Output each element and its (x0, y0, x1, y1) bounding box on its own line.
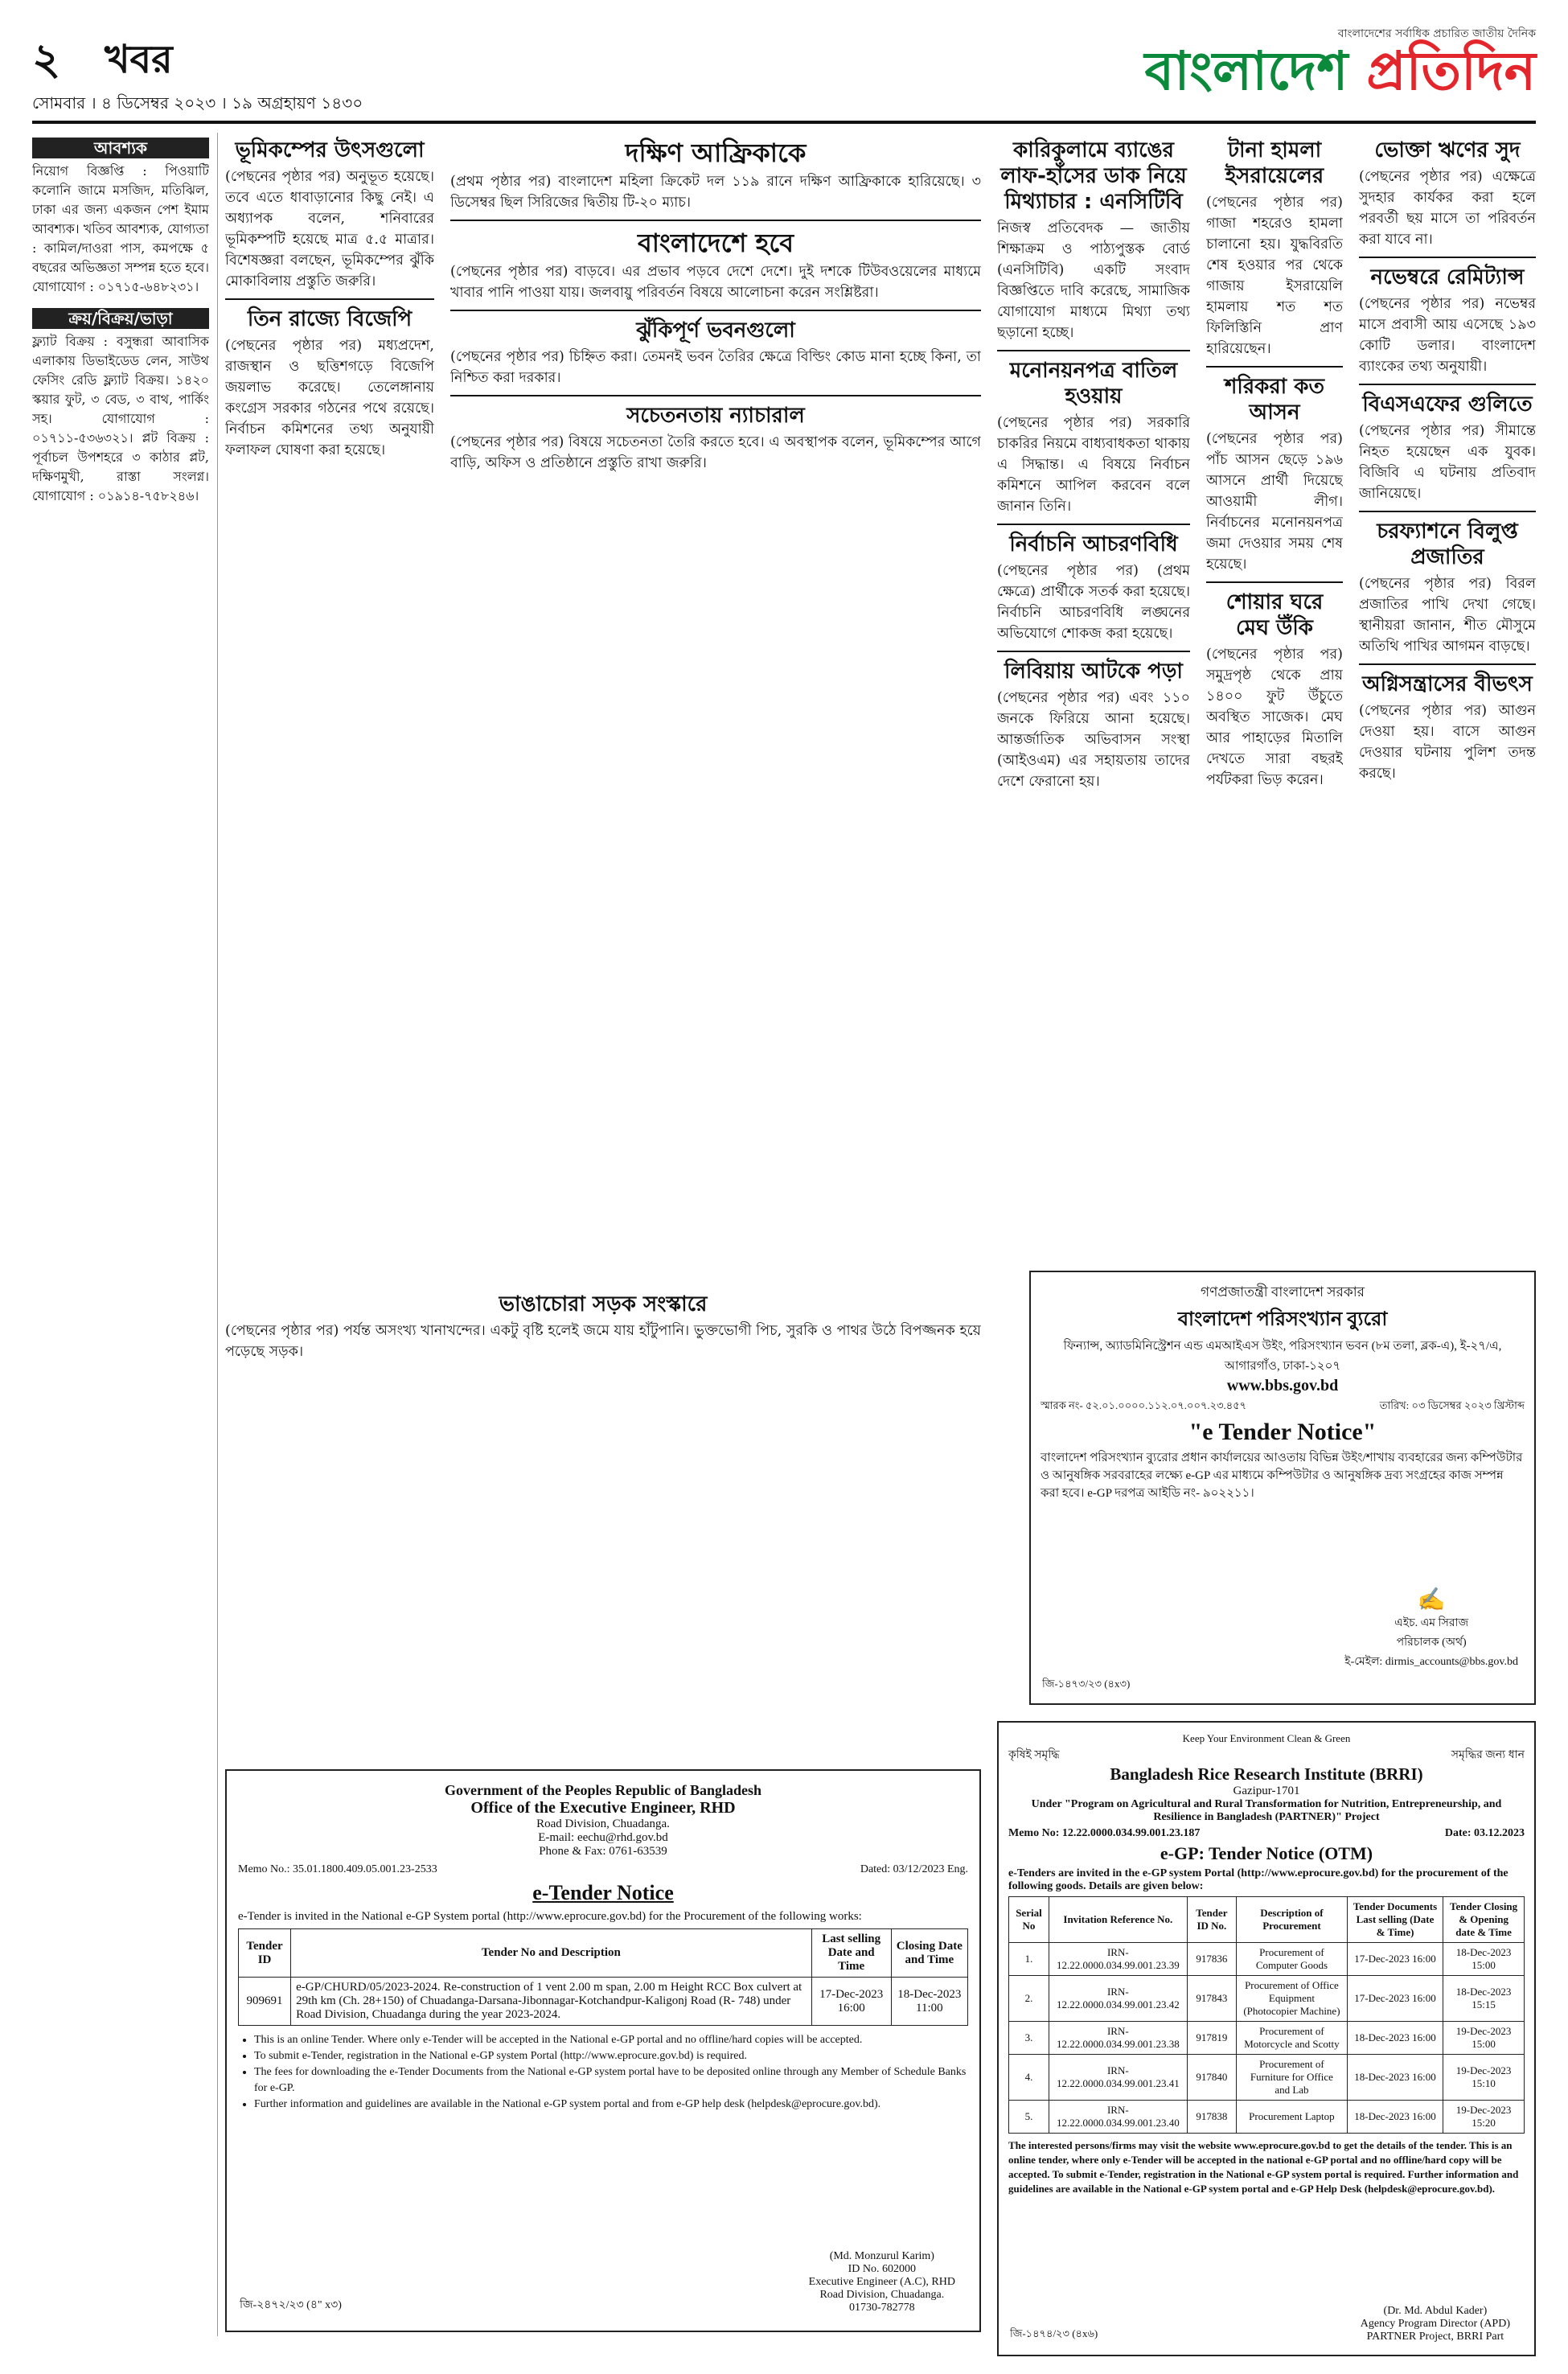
article-body: (পেছনের পৃষ্ঠার পর) বিষয়ে সচেতনতা তৈরি করতে হবে। এ অবস্থাপক বলেন, ভূমিকম্পের আগে বাড়ি, অফিস ও প্রতিষ্ঠানে প্রস্তুতি রাখা জরুরি। (450, 434, 981, 471)
article-body: নিজস্ব প্রতিবেদক — জাতীয় শিক্ষাক্রম ও পাঠ্যপুস্তক বোর্ড (এনসিটিবি) একটি সংবাদ বিজ্ঞপ্তিতে দাবি করেছে, সামাজিক যোগাযোগ মাধ্যমে মিথ্যা তথ্য ছড়ানো হচ্ছে। (997, 220, 1190, 341)
classified-column (32, 133, 209, 2336)
notice-signer: (Md. Monzurul Karim) (829, 2250, 934, 2262)
page-header (32, 24, 1536, 121)
header-rule (32, 121, 1536, 124)
classified-heading-2: ক্রয়/বিক্রয়/ভাড়া (32, 308, 209, 329)
table-cell: IRN-12.22.0000.034.99.001.23.40 (1049, 2101, 1187, 2134)
notice-email: E-mail: eechu@rhd.gov.bd (538, 1831, 668, 1844)
article-separator (997, 651, 1190, 652)
masthead-logo (1144, 24, 1536, 102)
article-body: (পেছনের পৃষ্ঠার পর) আগুন দেওয়া হয়। বাসে আগুন দেওয়ার ঘটনায় পুলিশ তদন্ত করছে। (1359, 703, 1536, 782)
table-cell: 3. (1009, 2022, 1049, 2055)
article-body: (পেছনের পৃষ্ঠার পর) চিহ্নিত করা। তেমনই ভবন তৈরির ক্ষেত্রে বিল্ডিং কোড মানা হচ্ছে কিনা, তা নিশ্চিত করা দরকার। (450, 349, 981, 386)
notice-intro: e-Tender is invited in the National e-GP System portal (http://www.eprocure.gov.bd) for the Procurement of the following works: (238, 1910, 862, 1923)
notice-under: Under "Program on Agricultural and Rural Transformation for Nutrition, Entrepreneurship, and Resilience in Bangladesh (PARTNER)" Project (1031, 1798, 1502, 1823)
table-row (239, 1978, 968, 2026)
logo-part2: প্রতিদিন (1366, 40, 1536, 102)
table-header: Serial No (1009, 1897, 1049, 1943)
article-body: (প্রথম পৃষ্ঠার পর) বাংলাদেশ মহিলা ক্রিকেট দল ১১৯ রানে দক্ষিণ আফ্রিকাকে হারিয়েছে। ৩ ডিসেম্বর ছিল সিরিজের দ্বিতীয় টি-২০ ম্যাচ। (450, 174, 981, 211)
notice-org: বাংলাদেশ পরিসংখ্যান ব্যুরো (1177, 1309, 1388, 1330)
notice-address: Gazipur-1701 (1233, 1785, 1300, 1797)
table-cell: Procurement of Motorcycle and Scotty (1237, 2022, 1348, 2055)
notice-org: Bangladesh Rice Research Institute (BRRI) (1110, 1764, 1423, 1784)
article-separator (997, 524, 1190, 525)
news-column-6 (1206, 133, 1343, 1403)
table-cell: 5. (1009, 2101, 1049, 2134)
notice-address: Road Division, Chuadanga. (536, 1817, 670, 1830)
table-header-row (1009, 1897, 1525, 1943)
notice-note: • This is an online Tender. Where only e-Tender will be accepted in the National e-GP portal and no offline/hard copies will be accepted. (254, 2032, 968, 2048)
notice-title: e-Tender Notice (532, 1881, 674, 1904)
article-title: অগ্নিসন্ত্রাসের বীভৎস (1362, 672, 1533, 696)
table-header: Last selling Date and Time (811, 1929, 891, 1978)
article-separator (1359, 663, 1536, 665)
article-separator (1359, 511, 1536, 512)
table-cell: 4. (1009, 2055, 1049, 2101)
dateline: সোমবার । ৪ ডিসেম্বর ২০২৩ । ১৯ অগ্রহায়ণ ১৪৩০ (32, 93, 363, 113)
table-header: Description of Procurement (1237, 1897, 1348, 1943)
notice-signer: এইচ. এম সিরাজ (1394, 1617, 1469, 1629)
notice-title: e-GP: Tender Notice (OTM) (1160, 1843, 1373, 1863)
article-separator (1206, 581, 1343, 583)
article-body: (পেছনের পৃষ্ঠার পর) সমুদ্রপৃষ্ঠ থেকে প্রায় ১৪০০ ফুট উঁচুতে অবস্থিত সাজেক। মেঘ আর পাহাড়ের মিতালি দেখতে সারা বছরই পর্যটকরা ভিড় করেন। (1206, 647, 1343, 788)
table-cell: 1. (1009, 1943, 1049, 1976)
notice-date: Dated: 03/12/2023 Eng. (860, 1863, 968, 1875)
tender-table (238, 1928, 968, 2026)
article-title: টানা হামলা ইসরায়েলের (1225, 138, 1324, 188)
article-body: (পেছনের পৃষ্ঠার পর) (প্রথম ক্ষেত্রে) প্রার্থীকে সতর্ক করা হয়েছে। নির্বাচনি আচরণবিধি লঙ্ঘনের অভিযোগে শোকজ করা হয়েছে। (997, 563, 1190, 642)
article-title: বিএসএফের গুলিতে (1362, 392, 1533, 417)
notice-phone: Phone & Fax: 0761-63539 (539, 1845, 667, 1858)
section-title: খবর (105, 37, 173, 82)
article-separator (1359, 257, 1536, 258)
table-row (1009, 2022, 1525, 2055)
article-title: শোয়ার ঘরে মেঘ উঁকি (1225, 590, 1324, 640)
notice-code: জি-২৪৭২/২৩ (৪" x৩) (240, 2299, 342, 2311)
table-cell: Procurement of Furniture for Office and Lab (1237, 2055, 1348, 2101)
table-cell: 917836 (1187, 1943, 1236, 1976)
article-body: (পেছনের পৃষ্ঠার পর) অনুভূত হয়েছে। তবে এতে ধাবাড়ানোর কিছু নেই। এ অধ্যাপক বলেন, শনিবারের ভূমিকম্পটি হয়েছে মাত্র ৫.৫ মাত্রার। বিশেষজ্ঞরা বলছেন, ভূমিকম্পের ঝুঁকি মোকাবিলায় প্রস্তুতি জরুরি। (225, 169, 434, 290)
notice-note: • The fees for downloading the e-Tender Documents from the National e-GP system portal have to be deposited online through any Member of Schedule Banks for e-GP. (254, 2064, 968, 2097)
masthead-name (1144, 40, 1536, 102)
table-cell: 917840 (1187, 2055, 1236, 2101)
notice-date: Date: 03.12.2023 (1444, 1827, 1525, 1839)
article-body: (পেছনের পৃষ্ঠার পর) গাজা শহরেও হামলা চালানো হয়। যুদ্ধবিরতি শেষ হওয়ার পর থেকে গাজায় ইসরায়েলি হামলায় শত শত ফিলিস্তিনি প্রাণ হারিয়েছেন। (1206, 195, 1343, 357)
article-title: দক্ষিণ আফ্রিকাকে (625, 138, 807, 168)
masthead-tagline: বাংলাদেশের সর্বাধিক প্রচারিত জাতীয় দৈনিক (1337, 27, 1536, 40)
notice-memo: Memo No.: 35.01.1800.409.05.001.23-2533 (238, 1863, 437, 1875)
table-cell: Procurement of Computer Goods (1237, 1943, 1348, 1976)
notice-left-tag: কৃষিই সমৃদ্ধি (1008, 1749, 1060, 1761)
table-header: Tender ID No. (1187, 1897, 1236, 1943)
article-title: ঝুঁকিপূর্ণ ভবনগুলো (636, 318, 795, 343)
notice-signer-title: Agency Program Director (APD) (1360, 2318, 1510, 2330)
table-cell: 19-Dec-2023 15:00 (1443, 2022, 1525, 2055)
article-title: সচেতনতায় ন্যাচারাল (626, 404, 805, 428)
article-separator (450, 220, 981, 221)
table-cell: 19-Dec-2023 15:10 (1443, 2055, 1525, 2101)
article-body: (পেছনের পৃষ্ঠার পর) বিরল প্রজাতির পাখি দেখা গেছে। স্থানীয়রা জানান, শীত মৌসুমে অতিথি পাখির আগমন বাড়ছে। (1359, 576, 1536, 655)
table-cell: 917843 (1187, 1976, 1236, 2022)
notice-note: • To submit e-Tender, registration in the National e-GP system Portal (http://www.eprocure.gov.bd) is required. (254, 2048, 968, 2064)
notice-body: বাংলাদেশ পরিসংখ্যান ব্যুরোর প্রধান কার্যালয়ের আওতায় বিভিন্ন উইং/শাখায় ব্যবহারের জন্য কম্পিউটার ও আনুষঙ্গিক সরবরাহের লক্ষ্যে e-GP এর মাধ্যমে কম্পিউটার ও আনুষঙ্গিক দ্রব্য সংগ্রহের কাজ সম্পন্ন করা হবে। e-GP দরপত্র আইডি নং- ৯০২২১১। (1041, 1452, 1523, 1500)
table-cell: IRN-12.22.0000.034.99.001.23.39 (1049, 1943, 1187, 1976)
article-title: কারিকুলামে ব্যাঙের লাফ-হাঁসের ডাক নিয়ে মিথ্যাচার : এনসিটিবি (1000, 138, 1187, 214)
table-header: Closing Date and Time (891, 1929, 967, 1978)
notice-office: Office of the Executive Engineer, RHD (470, 1799, 736, 1817)
logo-part1: বাংলাদেশ (1144, 40, 1367, 102)
article-title: চরফ্যাশনে বিলুপ্ত প্রজাতির (1377, 520, 1518, 569)
article-separator (450, 310, 981, 311)
notice-email: ই-মেইল: dirmis_accounts@bbs.gov.bd (1344, 1656, 1518, 1668)
table-cell: 18-Dec-2023 16:00 (1347, 2101, 1443, 2134)
table-cell: 917819 (1187, 2022, 1236, 2055)
table-cell: 2. (1009, 1976, 1049, 2022)
article-separator (225, 298, 434, 300)
article-separator (1359, 384, 1536, 385)
article-body: (পেছনের পৃষ্ঠার পর) নভেম্বর মাসে প্রবাসী আয় এসেছে ১৯৩ কোটি ডলার। বাংলাদেশ ব্যাংকের তথ্য অনুযায়ী। (1359, 296, 1536, 375)
table-cell: IRN-12.22.0000.034.99.001.23.42 (1049, 1976, 1187, 2022)
article-separator (997, 350, 1190, 351)
article-body: (পেছনের পৃষ্ঠার পর) মধ্যপ্রদেশ, রাজস্থান ও ছত্তিশগড়ে বিজেপি জয়লাভ করেছে। তেলেঙ্গানায় কংগ্রেস সরকার গঠনের পথে রয়েছে। নির্বাচন কমিশনের তথ্য অনুযায়ী ফলাফল ঘোষণা করা হয়েছে। (225, 338, 434, 458)
notice-memo: Memo No: 12.22.0000.034.99.001.23.187 (1008, 1827, 1201, 1839)
bbs-tender-notice (1029, 1271, 1536, 1705)
article-title: বাংলাদেশে হবে (637, 228, 794, 258)
article-body: (পেছনের পৃষ্ঠার পর) সরকারি চাকরির নিয়মে বাধ্যবাধকতা থাকায় এ সিদ্ধান্ত। এ বিষয়ে নির্বাচন কমিশনে আপিল করবেন বলে জানান তিনি। (997, 415, 1190, 515)
road-repair-article (225, 1287, 981, 1472)
article-body: (পেছনের পৃষ্ঠার পর) সীমান্তে নিহত হয়েছেন এক যুবক। বিজিবি এ ঘটনায় প্রতিবাদ জানিয়েছে। (1359, 423, 1536, 502)
table-row (1009, 2101, 1525, 2134)
article-body: (পেছনের পৃষ্ঠার পর) এবং ১১০ জনকে ফিরিয়ে আনা হয়েছে। আন্তর্জাতিক অভিবাসন সংস্থা (আইওএম) এর সহায়তায় তাদের দেশে ফেরানো হয়। (997, 690, 1190, 790)
table-cell: 17-Dec-2023 16:00 (1347, 1976, 1443, 2022)
table-cell: 17-Dec-2023 16:00 (1347, 1943, 1443, 1976)
table-cell: 18-Dec-2023 11:00 (891, 1978, 967, 2026)
notice-memo: স্মারক নং- ৫২.০১.০০০০.১১২.০৭.০০৭.২৩.৪৫৭ (1041, 1399, 1247, 1411)
table-row (1009, 1976, 1525, 2022)
article-title: ভোক্তা ঋণের সুদ (1374, 138, 1521, 162)
notice-signer-phone: 01730-782778 (848, 2302, 915, 2314)
notice-signer-title: পরিচালক (অর্থ) (1396, 1637, 1467, 1649)
article-body: (পেছনের পৃষ্ঠার পর) পাঁচ আসন ছেড়ে ১৯৬ আসনে প্রার্থী দিয়েছে আওয়ামী লীগ। নির্বাচনের মনোনয়নপত্র জমা দেওয়ার সময় শেষ হয়েছে। (1206, 431, 1343, 573)
article-separator (1206, 366, 1343, 368)
table-row (1009, 2055, 1525, 2101)
article-title: মনোনয়নপত্র বাতিল হওয়ায় (1009, 359, 1178, 409)
table-cell: Procurement of Office Equipment (Photocopier Machine) (1237, 1976, 1348, 2022)
notice-top-slogan: Keep Your Environment Clean & Green (1182, 1732, 1351, 1744)
notice-gov: গণপ্রজাতন্ত্রী বাংলাদেশ সরকার (1200, 1284, 1365, 1300)
table-cell: 18-Dec-2023 16:00 (1347, 2055, 1443, 2101)
notice-note: • Further information and guidelines are available in the National e-GP system portal and from e-GP help desk (helpdesk@eprocure.gov.bd). (254, 2097, 968, 2113)
classified-heading-1: আবশ্যক (32, 138, 209, 158)
article-title: তিন রাজ্যে বিজেপি (247, 307, 413, 331)
news-column-3 (450, 133, 981, 1411)
article-title: ভূমিকম্পের উৎসগুলো (235, 138, 425, 162)
table-cell: 19-Dec-2023 15:20 (1443, 2101, 1525, 2134)
notice-notes (238, 2032, 968, 2113)
notice-footer: The interested persons/firms may visit the website www.eprocure.gov.bd to get the details of the tender. This is an online tender, where only e-Tender will be accepted in the national e-GP portal and no offline/hard copy will be accepted. To submit e-Tender, registration in the National e-GP system portal is required. Further information and guidelines are available in the National e-GP system portal and e-GP Help Desk (helpdesk@eprocure.gov.bd). (1008, 2139, 1519, 2195)
table-cell: 917838 (1187, 2101, 1236, 2134)
article-body: (পেছনের পৃষ্ঠার পর) বাড়বে। এর প্রভাব পড়বে দেশে দেশে। দুই দশকে টিউবওয়েলের মাধ্যমে খাবার পানি পাওয়া যায়। জলবায়ু পরিবর্তন বিষয়ে আলোচনা করেন সংশ্লিষ্টরা। (450, 264, 981, 301)
table-cell: IRN-12.22.0000.034.99.001.23.41 (1049, 2055, 1187, 2101)
page-number: ২ (32, 34, 61, 84)
notice-gov: Government of the Peoples Republic of Bangladesh (445, 1782, 761, 1798)
tender-table (1008, 1896, 1525, 2134)
notice-right-tag: সমৃদ্ধির জন্য ধান (1451, 1749, 1525, 1761)
notice-address: ফিন্যান্স, অ্যাডমিনিস্ট্রেশন এন্ড এমআইএস উইং, পরিসংখ্যান ভবন (৮ম তলা, ব্লক-এ), ই-২৭/এ, আগারগাঁও, ঢাকা-১২০৭ (1063, 1340, 1502, 1373)
table-header: Tender ID (239, 1929, 291, 1978)
article-title: লিবিয়ায় আটকে পড়া (1004, 659, 1183, 684)
rhd-tender-notice (225, 1769, 981, 2332)
table-cell: 18-Dec-2023 15:15 (1443, 1976, 1525, 2022)
notice-website: www.bbs.gov.bd (1226, 1377, 1339, 1394)
table-cell: 18-Dec-2023 15:00 (1443, 1943, 1525, 1976)
notice-signer-id: ID No. 602000 (848, 2263, 917, 2275)
notice-signer-title: Executive Engineer (A.C), RHD (808, 2276, 955, 2288)
signature-mark: ✍ (1417, 1587, 1446, 1612)
brri-tender-notice (997, 1721, 1536, 2356)
notice-title: "e Tender Notice" (1188, 1419, 1377, 1445)
table-row (1009, 1943, 1525, 1976)
table-header-row (239, 1929, 968, 1978)
table-cell: IRN-12.22.0000.034.99.001.23.38 (1049, 2022, 1187, 2055)
table-header: Tender Closing & Opening date & Time (1443, 1897, 1525, 1943)
table-header: Tender Documents Last selling (Date & Time) (1347, 1897, 1443, 1943)
article-title: নির্বাচনি আচরণবিধি (1009, 532, 1178, 557)
notice-intro: e-Tenders are invited in the e-GP system Portal (http://www.eprocure.gov.bd) for the procurement of the following goods. Details are given below: (1008, 1867, 1508, 1892)
table-cell: 17-Dec-2023 16:00 (811, 1978, 891, 2026)
table-cell: e-GP/CHURD/05/2023-2024. Re-construction of 1 vent 2.00 m span, 2.00 m Height RCC Box culvert at 29th km (Ch. 28+150) of Chuadanga-Darsana-Jibonnagar-Kotchandpur-Kaligonj Road (R- 748) under Road Division, Chuadanga during the year 2023-2024. (291, 1978, 812, 2026)
table-cell: 18-Dec-2023 16:00 (1347, 2022, 1443, 2055)
article-body: (পেছনের পৃষ্ঠার পর) পর্যন্ত অসংখ্য খানাখন্দের। একটু বৃষ্টি হলেই জমে যায় হাঁটুপানি। ভুক্তভোগী পিচ, সুরকি ও পাথর উঠে বিপজ্জনক হয়ে পড়েছে সড়ক। (225, 1323, 981, 1360)
table-cell: Procurement Laptop (1237, 2101, 1348, 2134)
article-separator (450, 395, 981, 396)
article-title: শরিকরা কত আসন (1225, 375, 1324, 425)
table-cell: 909691 (239, 1978, 291, 2026)
classified-text-2: ফ্ল্যাট বিক্রয় : বসুন্ধরা আবাসিক এলাকায় ডিভাইডেড লেন, সাউথ ফেসিং রেডি ফ্ল্যাট বিক্রয়। ১৪২০ স্কয়ার ফুট, ৩ বেড, ৩ বাথ, পার্কিং সহ। যোগাযোগ : ০১৭১১-৫৩৬৩২১। প্লট বিক্রয় : পূর্বাচল উপশহরে ৩ কাঠার প্লট, দক্ষিণমুখী, রাস্তা সংলগ্ন। যোগাযোগ : ০১৯১৪-৭৫৮২৪৬। (32, 334, 209, 503)
table-header: Invitation Reference No. (1049, 1897, 1187, 1943)
article-title: নভেম্বরে রেমিট্যান্স (1370, 265, 1525, 290)
notice-code: জি-১৪৭৩/২৩ (৪x৩) (1042, 1678, 1131, 1690)
notice-date: তারিখ: ০৩ ডিসেম্বর ২০২৩ খ্রিস্টাব্দ (1379, 1399, 1525, 1411)
notice-signer-org: PARTNER Project, BRRI Part (1366, 2331, 1504, 2343)
notice-code: জি-১৪৭৪/২৩ (৪x৬) (1010, 2327, 1098, 2339)
article-body: (পেছনের পৃষ্ঠার পর) এক্ষেত্রে সুদহার কার্যকর করা হলে পরবর্তী ছয় মাসে তা পরিবর্তন করা যাবে না। (1359, 169, 1536, 248)
table-header: Tender No and Description (291, 1929, 812, 1978)
notice-signer-division: Road Division, Chuadanga. (819, 2289, 945, 2301)
column-divider (217, 133, 218, 2336)
article-title: ভাঙাচোরা সড়ক সংস্কারে (499, 1292, 708, 1316)
classified-text-1: নিয়োগ বিজ্ঞপ্তি : পিওয়াটি কলোনি জামে মসজিদ, মতিঝিল, ঢাকা এর জন্য একজন পেশ ইমাম আবশ্যক। খতিব আবশ্যক, যোগ্যতা : কামিল/দাওরা পাস, কমপক্ষে ৫ বছরের অভিজ্ঞতা সম্পন্ন হতে হবে। যোগাযোগ : ০১৭১৫-৬৪৮২৩১। (32, 163, 209, 294)
notice-signer: (Dr. Md. Abdul Kader) (1383, 2305, 1488, 2317)
